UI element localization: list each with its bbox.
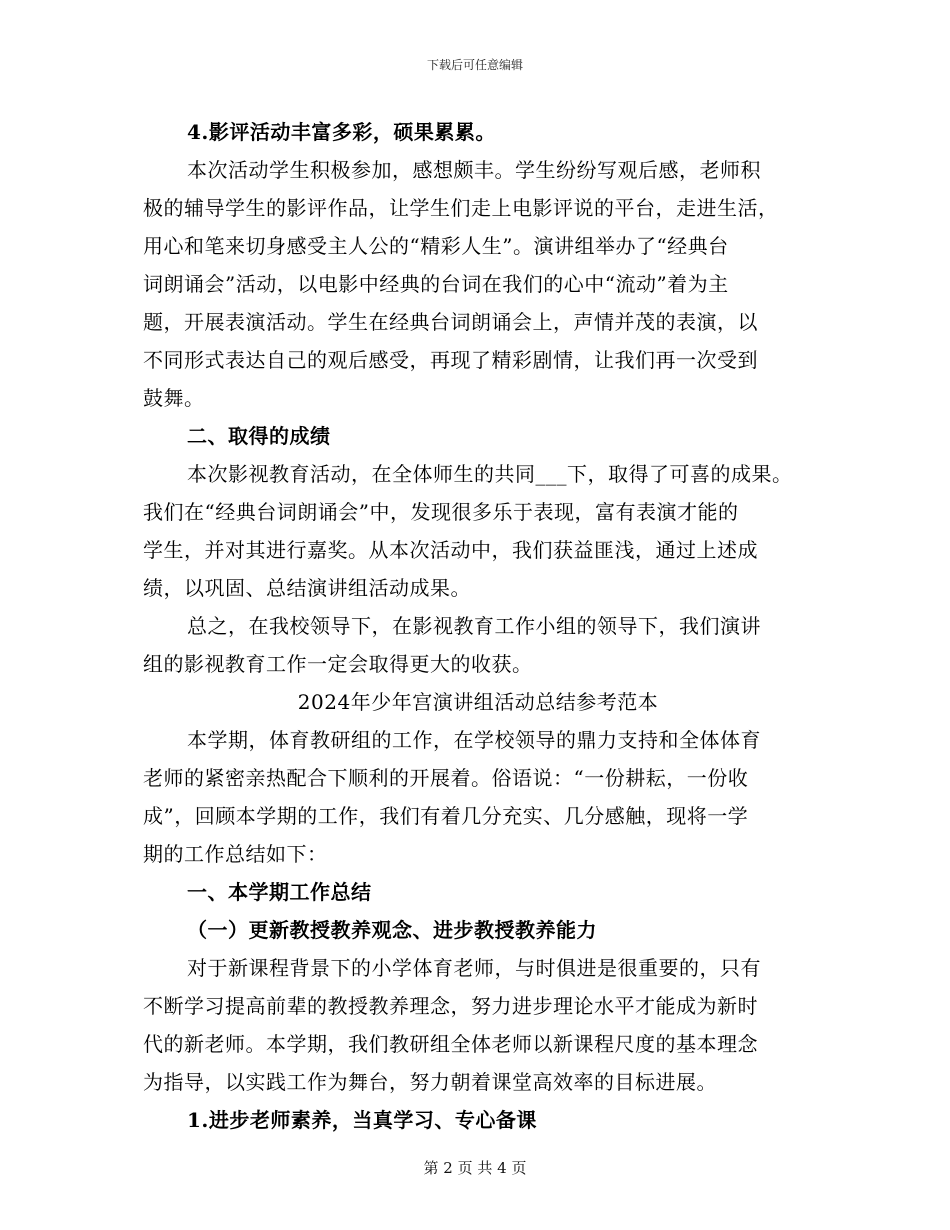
- paragraph-line: 绩，以巩固、总结演讲组活动成果。: [143, 576, 471, 600]
- paragraph-line: 本次活动学生积极参加，感想颇丰。学生纷纷写观后感，老师积: [187, 158, 761, 182]
- paragraph-line: 代的新老师。本学期，我们教研组全体老师以新课程尺度的基本理念: [143, 1032, 758, 1056]
- paragraph-line: 用心和笔来切身感受主人公的“精彩人生”。演讲组举办了“经典台: [143, 234, 729, 258]
- paragraph-line: 总之，在我校领导下，在影视教育工作小组的领导下，我们演讲: [187, 614, 761, 638]
- paragraph-line: 期的工作总结如下：: [143, 842, 328, 866]
- section-heading: （一）更新教授教养观念、进步教授教养能力: [187, 918, 597, 942]
- paragraph-line: 词朗诵会”活动，以电影中经典的台词在我们的心中“流动”着为主: [143, 272, 729, 296]
- paragraph-line: 鼓舞。: [143, 386, 205, 410]
- paragraph-line: 对于新课程背景下的小学体育老师，与时俱进是很重要的，只有: [187, 956, 761, 980]
- section-heading: 一、本学期工作总结: [187, 880, 372, 904]
- paragraph-line: 组的影视教育工作一定会取得更大的收获。: [143, 652, 533, 676]
- paragraph-line: 学生，并对其进行嘉奖。从本次活动中，我们获益匪浅，通过上述成: [143, 538, 758, 562]
- page-header: 下载后可任意编辑: [426, 58, 523, 72]
- section-heading: 4.影评活动丰富多彩，硕果累累。: [187, 120, 496, 144]
- document-title: 2024年少年宫演讲组活动总结参考范本: [297, 690, 659, 714]
- paragraph-line: 我们在“经典台词朗诵会”中，发现很多乐于表现，富有表演才能的: [143, 500, 739, 524]
- section-heading: 二、取得的成绩: [187, 424, 331, 448]
- paragraph-line: 成”，回顾本学期的工作，我们有着几分充实、几分感触，现将一学: [143, 804, 749, 828]
- page-footer: 第 2 页 共 4 页: [423, 1159, 527, 1177]
- paragraph-line: 极的辅导学生的影评作品，让学生们走上电影评说的平台，走进生活，: [143, 196, 779, 220]
- paragraph-line: 不同形式表达自己的观后感受，再现了精彩剧情，让我们再一次受到: [143, 348, 758, 372]
- paragraph-line: 不断学习提高前辈的教授教养理念，努力进步理论水平才能成为新时: [143, 994, 758, 1018]
- document-body: [143, 113, 813, 1139]
- paragraph-line: 题，开展表演活动。学生在经典台词朗诵会上，声情并茂的表演，以: [143, 310, 758, 334]
- paragraph-line: 为指导，以实践工作为舞台，努力朝着课堂高效率的目标进展。: [143, 1070, 717, 1094]
- paragraph-line: 老师的紧密亲热配合下顺利的开展着。俗语说：“一份耕耘，一份收: [143, 766, 749, 790]
- paragraph-line: 本次影视教育活动，在全体师生的共同___下，取得了可喜的成果。: [187, 462, 793, 486]
- paragraph-line: 本学期，体育教研组的工作，在学校领导的鼎力支持和全体体育: [187, 728, 761, 752]
- section-heading: 1.进步老师素养，当真学习、专心备课: [187, 1108, 537, 1132]
